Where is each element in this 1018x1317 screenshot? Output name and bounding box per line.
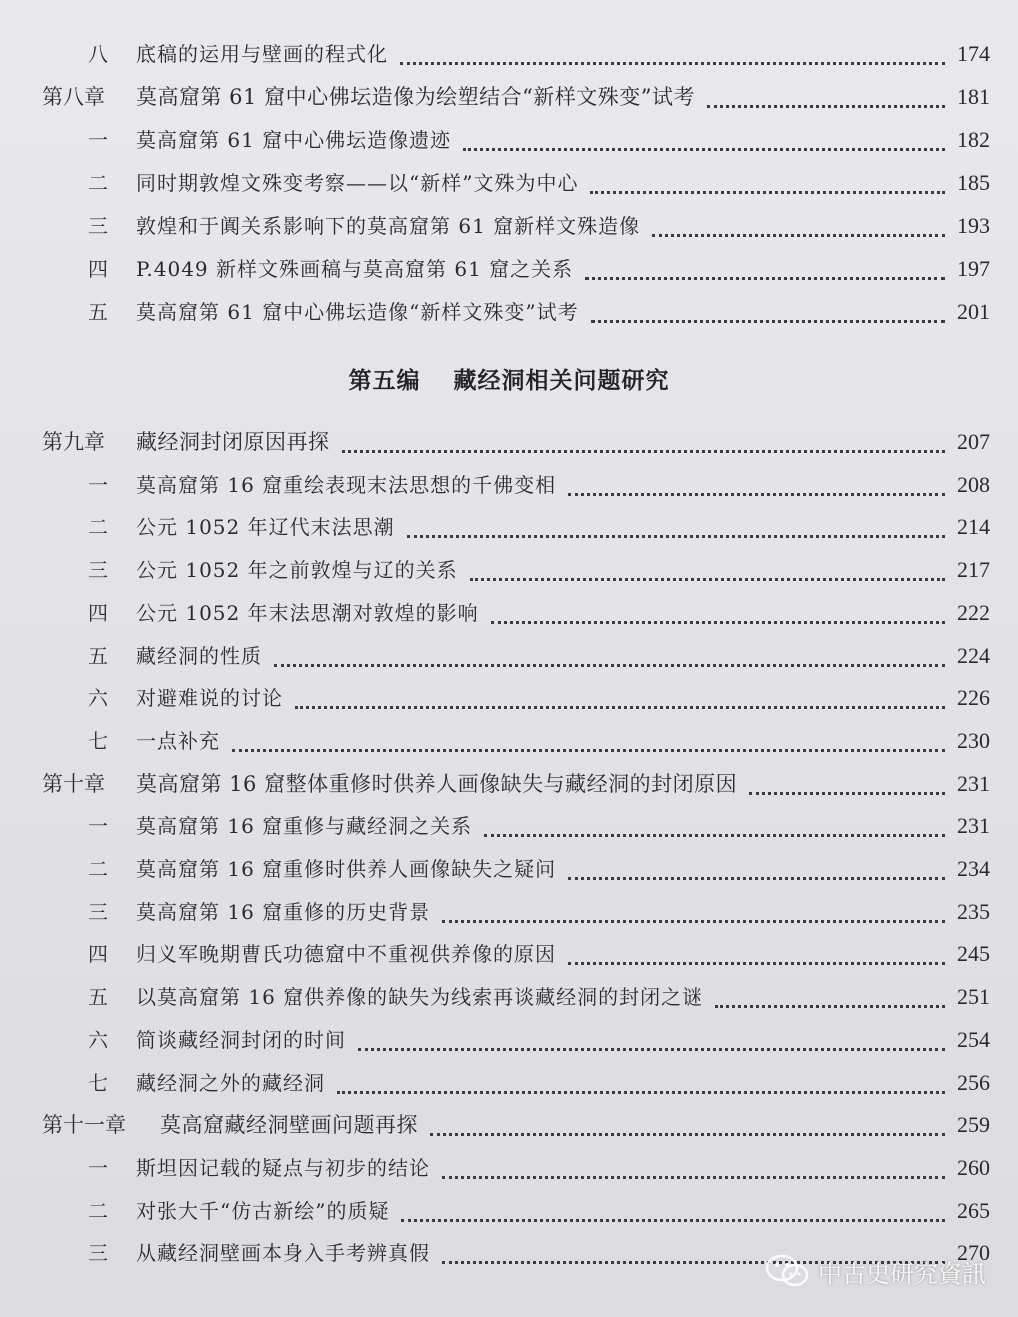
toc-chapter-entry xyxy=(0,764,1018,804)
toc-page-number: 231 xyxy=(957,813,990,839)
toc-leader-dots xyxy=(707,91,945,108)
toc-chapter-entry xyxy=(0,1105,1018,1145)
toc-entry-number: 一 xyxy=(88,814,108,839)
toc-entry-title: 简谈藏经洞封闭的时间 xyxy=(136,1027,346,1052)
toc-section-entry xyxy=(0,249,1018,289)
toc-page-number: 222 xyxy=(957,599,990,625)
toc-section-entry xyxy=(0,1148,1018,1188)
toc-leader-dots xyxy=(749,778,945,795)
toc-leader-dots xyxy=(591,306,945,323)
part-heading xyxy=(0,362,1018,395)
toc-page-number: 182 xyxy=(957,127,990,152)
toc-section-entry xyxy=(0,892,1018,932)
toc-entry-title: 敦煌和于阗关系影响下的莫高窟第 61 窟新样文殊造像 xyxy=(136,214,641,238)
toc-leader-dots xyxy=(484,820,945,837)
toc-section-entry xyxy=(0,1020,1018,1060)
toc-entry-number: 第九章 xyxy=(42,430,105,454)
toc-entry-number: 三 xyxy=(88,558,108,583)
toc-page-number: 234 xyxy=(957,856,990,881)
watermark-text: 中古史研究資訊 xyxy=(818,1259,986,1288)
toc-entry-number: 三 xyxy=(88,214,108,238)
toc-leader-dots xyxy=(470,564,945,581)
toc-leader-dots xyxy=(337,1077,945,1094)
toc-entry-title: 莫高窟第 16 窟重修时供养人画像缺失之疑问 xyxy=(136,857,557,881)
toc-entry-title: 对张大千“仿古新绘”的质疑 xyxy=(136,1198,390,1223)
toc-section-entry xyxy=(0,550,1018,590)
toc-entry-title: 公元 1052 年辽代末法思潮 xyxy=(136,515,395,540)
toc-section-entry xyxy=(0,34,1018,74)
toc-section-entry xyxy=(0,849,1018,889)
toc-page-number: 256 xyxy=(957,1069,990,1095)
toc-page-number: 193 xyxy=(957,213,990,238)
toc-entry-title: 公元 1052 年之前敦煌与辽的关系 xyxy=(136,558,458,583)
toc-entry-number: 二 xyxy=(88,857,108,881)
toc-section-entry xyxy=(0,977,1018,1017)
toc-entry-number: 二 xyxy=(88,515,108,540)
toc-leader-dots xyxy=(463,134,945,151)
toc-entry-title: 莫高窟第 16 窟重绘表现末法思想的千佛变相 xyxy=(136,472,557,497)
watermark xyxy=(764,1253,986,1289)
toc-section-entry xyxy=(0,206,1018,246)
toc-leader-dots xyxy=(715,991,945,1008)
toc-section-entry xyxy=(0,163,1018,203)
toc-section-entry xyxy=(0,465,1018,505)
toc-leader-dots xyxy=(491,607,945,624)
toc-leader-dots xyxy=(295,692,945,709)
toc-entry-number: 七 xyxy=(88,1070,108,1095)
toc-entry-title: 对避难说的讨论 xyxy=(136,686,283,711)
toc-section-entry xyxy=(0,507,1018,547)
toc-page-number: 208 xyxy=(957,471,990,497)
toc-entry-title: 莫高窟第 16 窟重修的历史背景 xyxy=(136,899,431,924)
toc-page-number: 174 xyxy=(957,41,990,66)
toc-chapter-entry xyxy=(0,422,1018,462)
toc-section-entry xyxy=(0,806,1018,846)
toc-page-number: 265 xyxy=(957,1197,990,1223)
toc-entry-title: 莫高窟第 16 窟重修与藏经洞之关系 xyxy=(136,814,473,839)
toc-entry-title: 藏经洞的性质 xyxy=(136,643,262,668)
toc-page-number: 270 xyxy=(957,1240,990,1266)
toc-entry-title: 以莫高窟第 16 窟供养像的缺失为线索再谈藏经洞的封闭之谜 xyxy=(136,985,704,1010)
toc-leader-dots xyxy=(407,521,945,538)
toc-page-number: 224 xyxy=(957,642,990,668)
toc-entry-number: 三 xyxy=(88,1241,108,1266)
toc-leader-dots xyxy=(590,177,945,194)
toc-entry-title: 莫高窟藏经洞壁画问题再探 xyxy=(160,1113,418,1138)
toc-entry-title: 从藏经洞壁画本身入手考辨真假 xyxy=(136,1241,430,1266)
toc-page-number: 185 xyxy=(957,170,990,195)
toc-leader-dots xyxy=(442,1162,945,1179)
part-title: 藏经洞相关问题研究 xyxy=(453,368,670,394)
toc-entry-title: 藏经洞之外的藏经洞 xyxy=(136,1070,325,1095)
toc-entry-number: 一 xyxy=(88,128,108,152)
toc-entry-number: 四 xyxy=(88,942,108,967)
toc-section-entry xyxy=(0,934,1018,974)
toc-section-entry xyxy=(0,678,1018,718)
toc-entry-title: 一点补充 xyxy=(136,728,220,753)
toc-chapter-entry xyxy=(0,77,1018,117)
toc-page-number: 230 xyxy=(957,727,990,753)
toc-page-number: 217 xyxy=(957,557,990,583)
toc-leader-dots xyxy=(430,1119,945,1136)
toc-entry-number: 四 xyxy=(88,600,108,625)
toc-page-number: 197 xyxy=(957,256,990,281)
toc-entry-title: P.4049 新样文殊画稿与莫高窟第 61 窟之关系 xyxy=(136,257,574,281)
toc-entry-number: 四 xyxy=(88,257,108,281)
toc-entry-title: 藏经洞封闭原因再探 xyxy=(136,430,330,454)
toc-section-entry xyxy=(0,636,1018,676)
wechat-icon xyxy=(764,1253,812,1289)
toc-leader-dots xyxy=(568,863,945,880)
toc-entry-number: 六 xyxy=(88,1027,108,1052)
toc-entry-number: 第八章 xyxy=(42,85,105,109)
toc-section-entry xyxy=(0,721,1018,761)
toc-entry-number: 第十章 xyxy=(42,771,105,796)
toc-entry-title: 莫高窟第 61 窟中心佛坛造像“新样文殊变”试考 xyxy=(136,300,579,324)
toc-entry-title: 底稿的运用与壁画的程式化 xyxy=(136,42,388,66)
toc-entry-number: 八 xyxy=(88,42,108,66)
toc-entry-title: 公元 1052 年末法思潮对敦煌的影响 xyxy=(136,600,479,625)
part-number: 第五编 xyxy=(348,368,421,394)
toc-leader-dots xyxy=(652,220,945,237)
toc-page-number: 259 xyxy=(957,1112,990,1138)
toc-leader-dots xyxy=(342,436,946,453)
toc-page-number: 260 xyxy=(957,1154,990,1180)
toc-entry-number: 一 xyxy=(88,1155,108,1180)
toc-entry-number: 第十一章 xyxy=(42,1113,126,1138)
toc-section-entry xyxy=(0,292,1018,332)
toc-entry-number: 三 xyxy=(88,899,108,924)
toc-page-number: 226 xyxy=(957,685,990,711)
toc-entry-number: 一 xyxy=(88,472,108,497)
toc-page-number: 245 xyxy=(957,941,990,967)
toc-leader-dots xyxy=(568,479,945,496)
toc-page-number: 201 xyxy=(957,299,990,324)
toc-entry-title: 莫高窟第 61 窟中心佛坛造像遗迹 xyxy=(136,128,452,152)
toc-leader-dots xyxy=(232,735,945,752)
toc-entry-number: 五 xyxy=(88,300,108,324)
toc-page-number: 235 xyxy=(957,898,990,924)
toc-entry-title: 同时期敦煌文殊变考察——以“新样”文殊为中心 xyxy=(136,171,579,195)
toc-leader-dots xyxy=(442,906,945,923)
toc-page-number: 254 xyxy=(957,1026,990,1052)
toc-entry-number: 五 xyxy=(88,643,108,668)
toc-page-number: 207 xyxy=(957,429,990,454)
toc-page-number: 214 xyxy=(957,514,990,540)
toc-entry-number: 五 xyxy=(88,985,108,1010)
toc-entry-title: 归义军晚期曹氏功德窟中不重视供养像的原因 xyxy=(136,942,556,967)
toc-section-entry xyxy=(0,1063,1018,1103)
toc-entry-title: 斯坦因记载的疑点与初步的结论 xyxy=(136,1155,430,1180)
toc-section-entry xyxy=(0,1191,1018,1231)
toc-leader-dots xyxy=(274,650,945,667)
toc-entry-title: 莫高窟第 16 窟整体重修时供养人画像缺失与藏经洞的封闭原因 xyxy=(136,771,738,796)
toc-page-number: 251 xyxy=(957,984,990,1010)
toc-leader-dots xyxy=(401,1205,945,1222)
toc-section-entry xyxy=(0,120,1018,160)
toc-entry-number: 二 xyxy=(88,171,108,195)
toc-leader-dots xyxy=(400,48,945,65)
toc-entry-title: 莫高窟第 61 窟中心佛坛造像为绘塑结合“新样文殊变”试考 xyxy=(136,85,696,109)
toc-page-number: 181 xyxy=(957,84,990,109)
toc-leader-dots xyxy=(568,948,945,965)
toc-entry-number: 六 xyxy=(88,686,108,711)
toc-leader-dots xyxy=(358,1034,945,1051)
toc-entry-number: 七 xyxy=(88,728,108,753)
toc-page-number: 231 xyxy=(957,770,990,796)
toc-leader-dots xyxy=(585,263,945,280)
toc-entry-number: 二 xyxy=(88,1198,108,1223)
toc-section-entry xyxy=(0,593,1018,633)
